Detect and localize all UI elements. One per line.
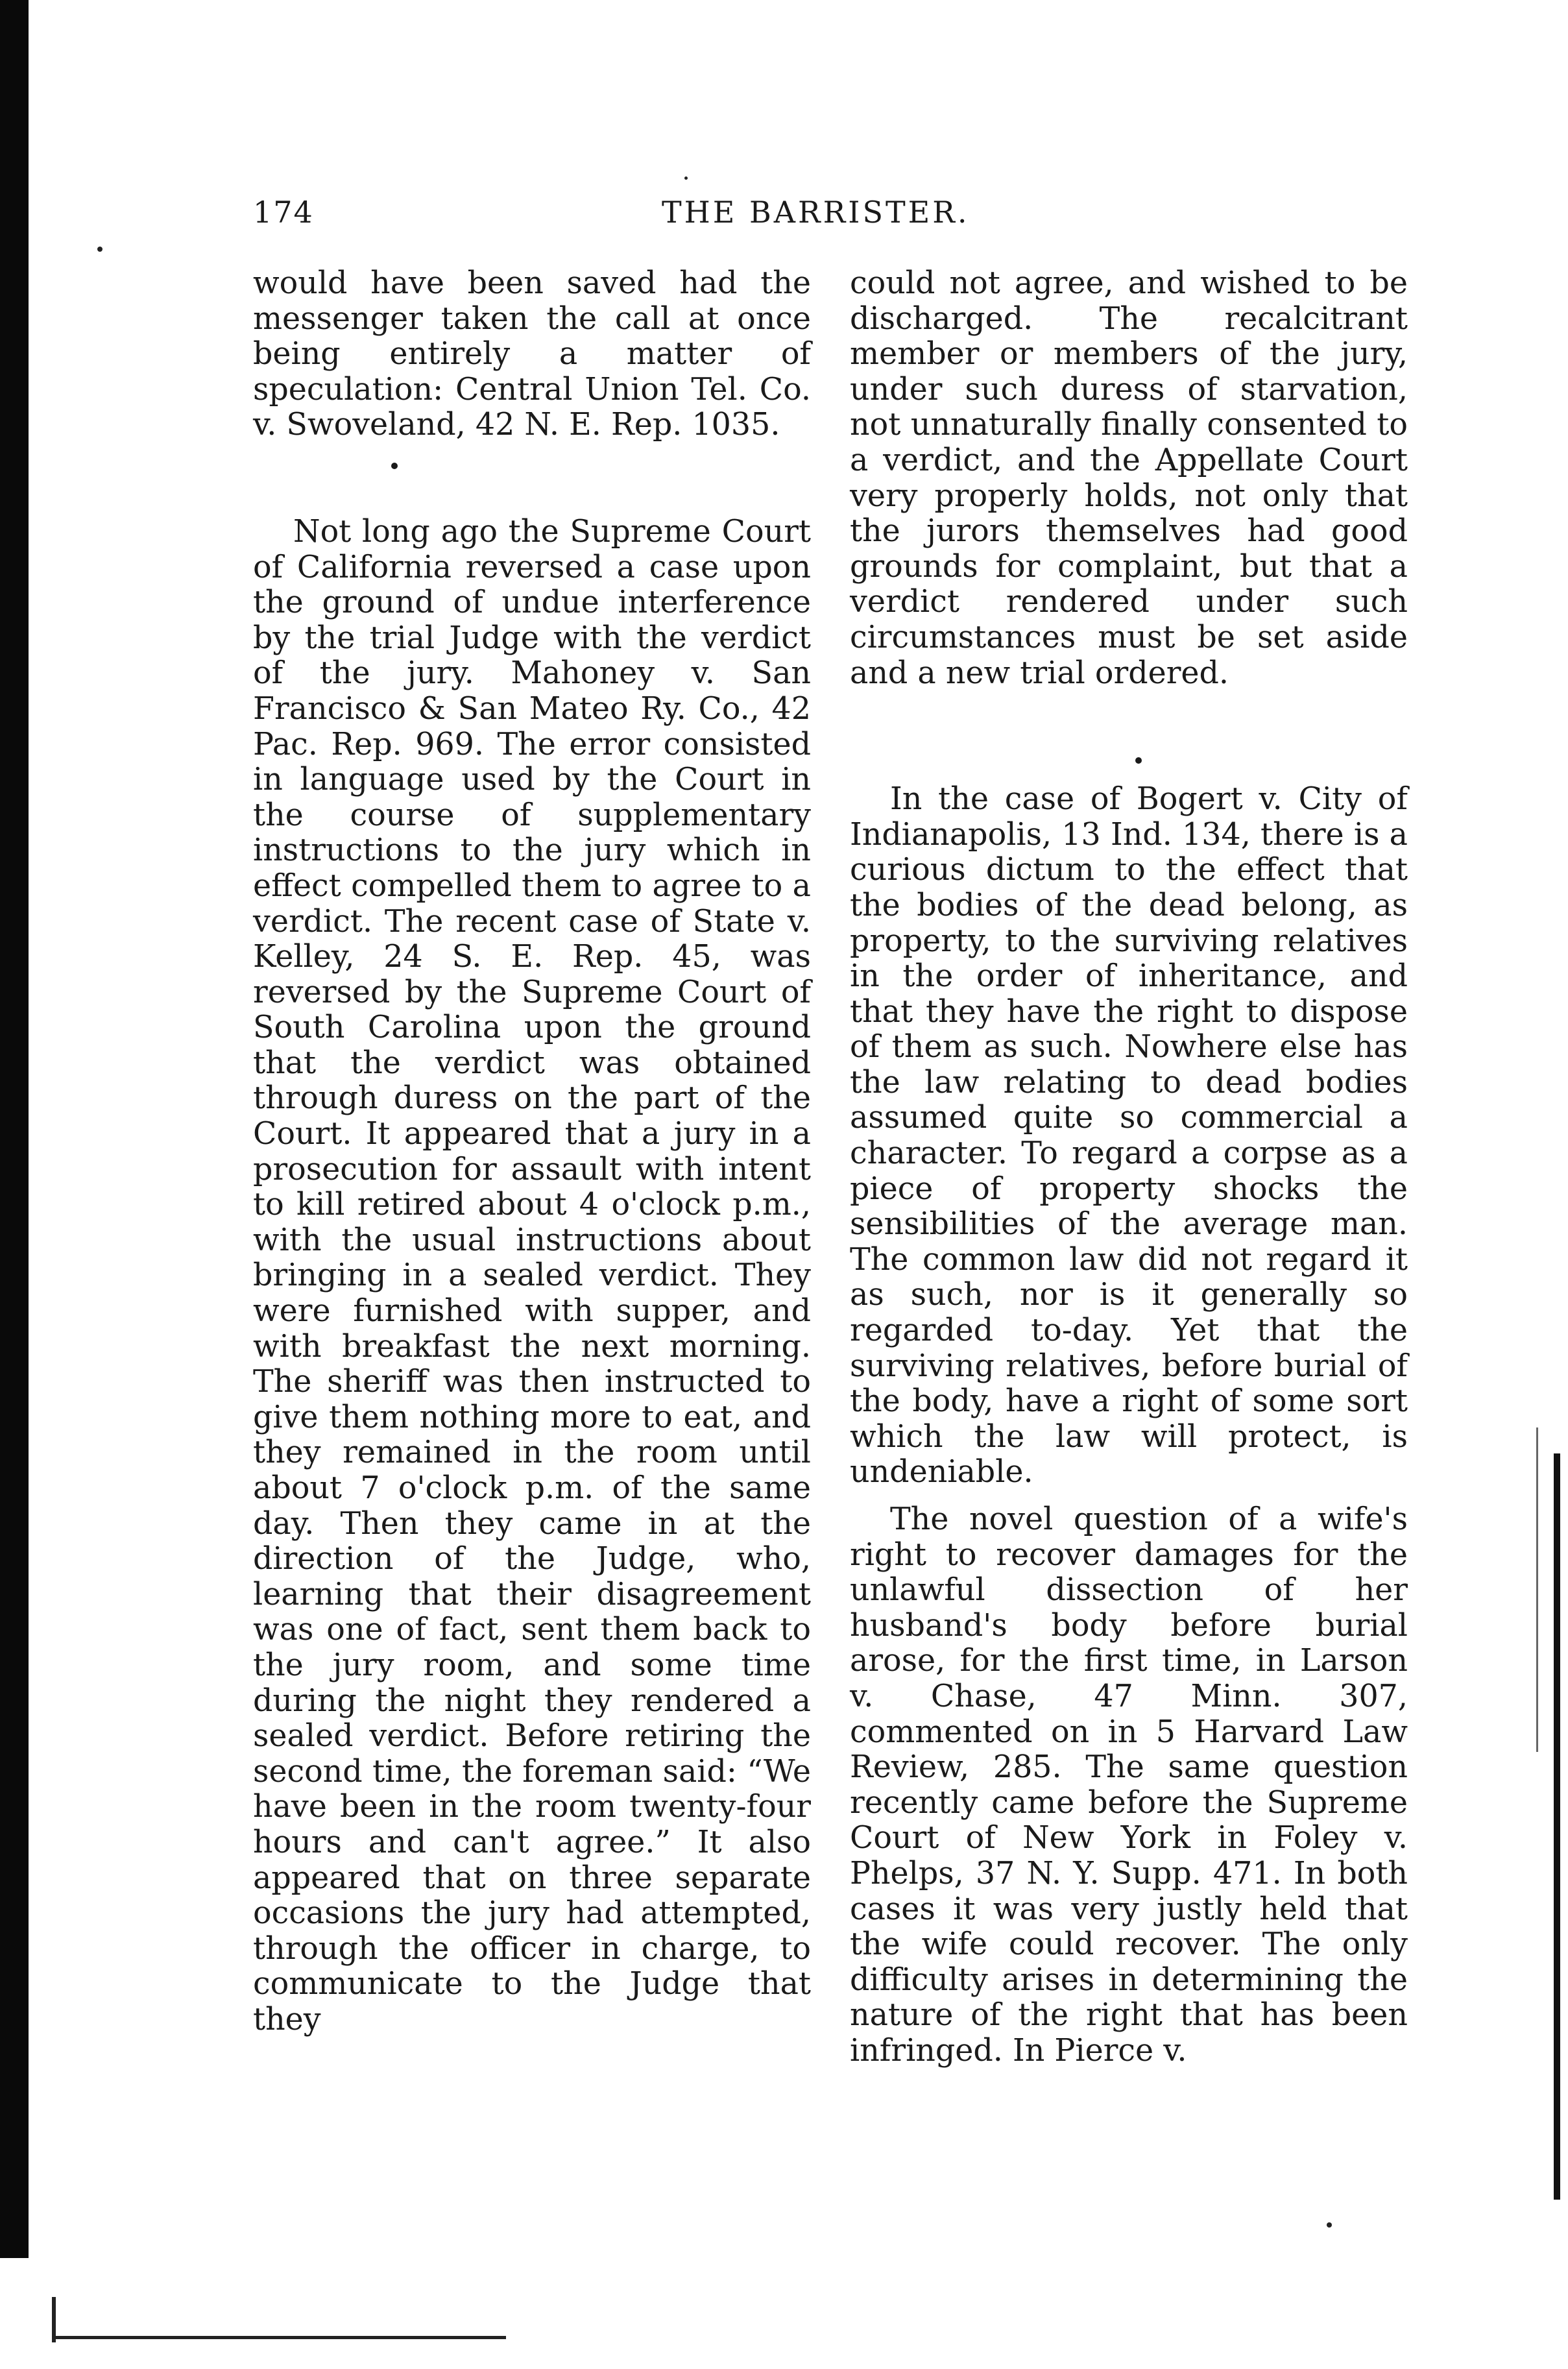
page-header (253, 195, 1395, 234)
page-number: 174 (253, 195, 314, 230)
scan-bottom-rule (52, 2336, 506, 2339)
scan-speck (97, 247, 103, 252)
paragraph: would have been saved had the messenger taken the call at once being entirely a matter of speculation: Central Union Tel. Co. v. Swoveland, 42 N. E. Rep. 1035. (253, 265, 811, 443)
scan-speck (1327, 2222, 1332, 2228)
scan-edge-shadow (0, 0, 29, 2258)
left-column (253, 266, 811, 2038)
scan-right-line (1536, 1427, 1538, 1752)
section-break-ornament (1132, 754, 1145, 767)
paragraph: In the case of Bogert v. City of Indianapolis, 13 Ind. 134, there is a curious dictum to the effect that the bodies of the dead belong, as property, to the surviving relatives in the order of inheritance, and that they have the right to dispose of them as such. Nowhere else has the law relating to dead bodies assumed quite so commercial a character. To regard a corpse as a piece of property shocks the sensibilities of the average man. The common law did not regard it as such, nor is it generally so regarded to-day. Yet that the surviving relatives, before burial of the body, have a right of some sort which the law will protect, is undeniable. (850, 781, 1408, 1490)
paragraph: The novel question of a wife's right to recover damages for the unlawful dissection of her husband's body before burial arose, for the first time, in Larson v. Chase, 47 Minn. 307, commented on in 5 Harvard Law Review, 285. The same question recently came before the Supreme Court of New York in Foley v. Phelps, 37 N. Y. Supp. 471. In both cases it was very justly held that the wife could recover. The only difficulty arises in determining the nature of the right that has been infringed. In Pierce v. (850, 1501, 1408, 2069)
paragraph: Not long ago the Supreme Court of California reversed a case upon the ground of undue interference by the trial Judge with the verdict of the jury. Mahoney v. San Francisco & San Mateo Ry. Co., 42 Pac. Rep. 969. The error consisted in language used by the Court in the course of supplementary instructions to the jury which in effect compelled them to agree to a verdict. The recent case of State v. Kelley, 24 S. E. Rep. 45, was reversed by the Supreme Court of South Carolina upon the ground that the verdict was obtained through duress on the part of the Court. It appeared that a jury in a prosecution for assault with intent to kill retired about 4 o'clock p.m., with the usual instructions about bringing in a sealed verdict. They were furnished with supper, and with breakfast the next morning. The sheriff was then instructed to give them nothing more to eat, and they remained in the room until about 7 o'clock p.m. of the same day. Then they came in at the direction of the Judge, who, learning that their disagreement was one of fact, sent them back to the jury room, and some time during the night they rendered a sealed verdict. Before retiring the second time, the foreman said: “We have been in the room twenty-four hours and can't agree.” It also appeared that on three separate occasions the jury had attempted, through the officer in charge, to communicate to the Judge that they (253, 513, 811, 2037)
running-title: THE BARRISTER. (662, 195, 970, 230)
scan-speck (684, 176, 688, 180)
section-break-ornament (388, 459, 401, 472)
scan-bottom-corner (52, 2297, 56, 2342)
scan-right-edge (1554, 1453, 1560, 2200)
right-column (850, 266, 1408, 2069)
paragraph: could not agree, and wished to be discharged. The recalcitrant member or members of the jury, under such duress of starvation, not unnaturally finally consented to a verdict, and the Appellate Court very properly holds, not only that the jurors themselves had good grounds for complaint, but that a verdict rendered under such circumstances must be set aside and a new trial ordered. (850, 265, 1408, 691)
